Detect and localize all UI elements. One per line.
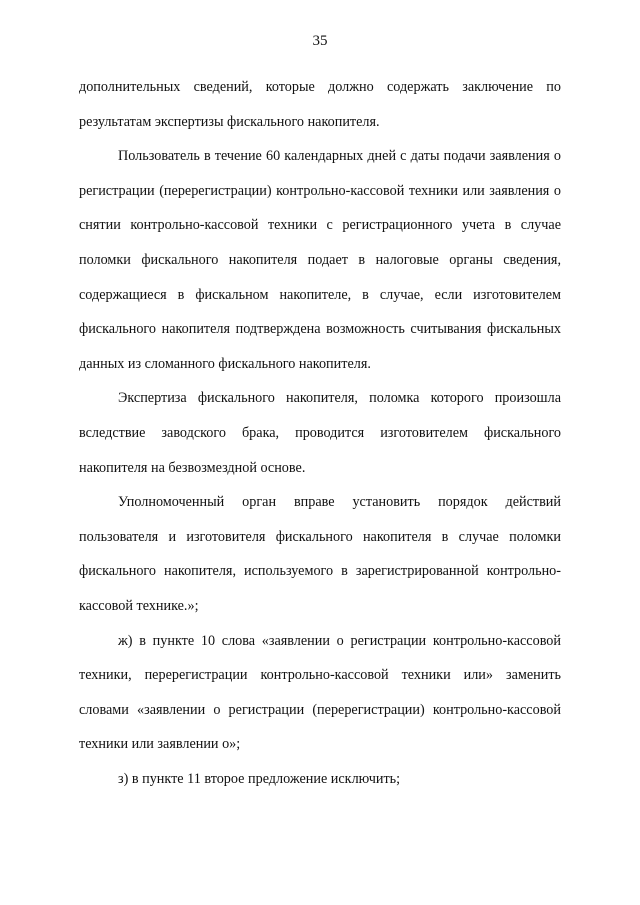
paragraph-expertise: Экспертиза фискального накопителя, поломка которого произошла вследствие заводского брака, проводится изготовителем фискального накопителя на безвозмездной основе. [79,390,561,476]
paragraph-user-deadline: Пользователь в течение 60 календарных дней с даты подачи заявления о регистрации (перерегистрации) контрольно-кассовой техники или заявления о снятии контрольно-кассовой техники с регистрационного учета в случае поломки фискального накопителя подает в налоговые органы сведения, содержащиеся в фискальном накопителе, в случае, если изготовителем фискального накопителя подтверждена возможность считывания фискальных данных из сломанного фискального накопителя. [79,148,561,372]
paragraph-continuation: дополнительных сведений, которые должно содержать заключение по результатам экспертизы фискального накопителя. [79,79,561,130]
paragraph-item-zh: ж) в пункте 10 слова «заявлении о регистрации контрольно-кассовой техники, перерегистрации контрольно-кассовой техники или» заменить словами «заявлении о регистрации (перерегистрации) контрольно-кассовой техники или заявлении о»; [79,632,561,753]
paragraph-authorized-body: Уполномоченный орган вправе установить порядок действий пользователя и изготовителя фискального накопителя в случае поломки фискального накопителя, используемого в зарегистрированной контрольно-кассовой технике.»; [79,494,561,614]
page-number: 35 [312,33,328,49]
document-body [79,70,561,796]
paragraph-item-z: з) в пункте 11 второе предложение исключить; [118,770,401,787]
